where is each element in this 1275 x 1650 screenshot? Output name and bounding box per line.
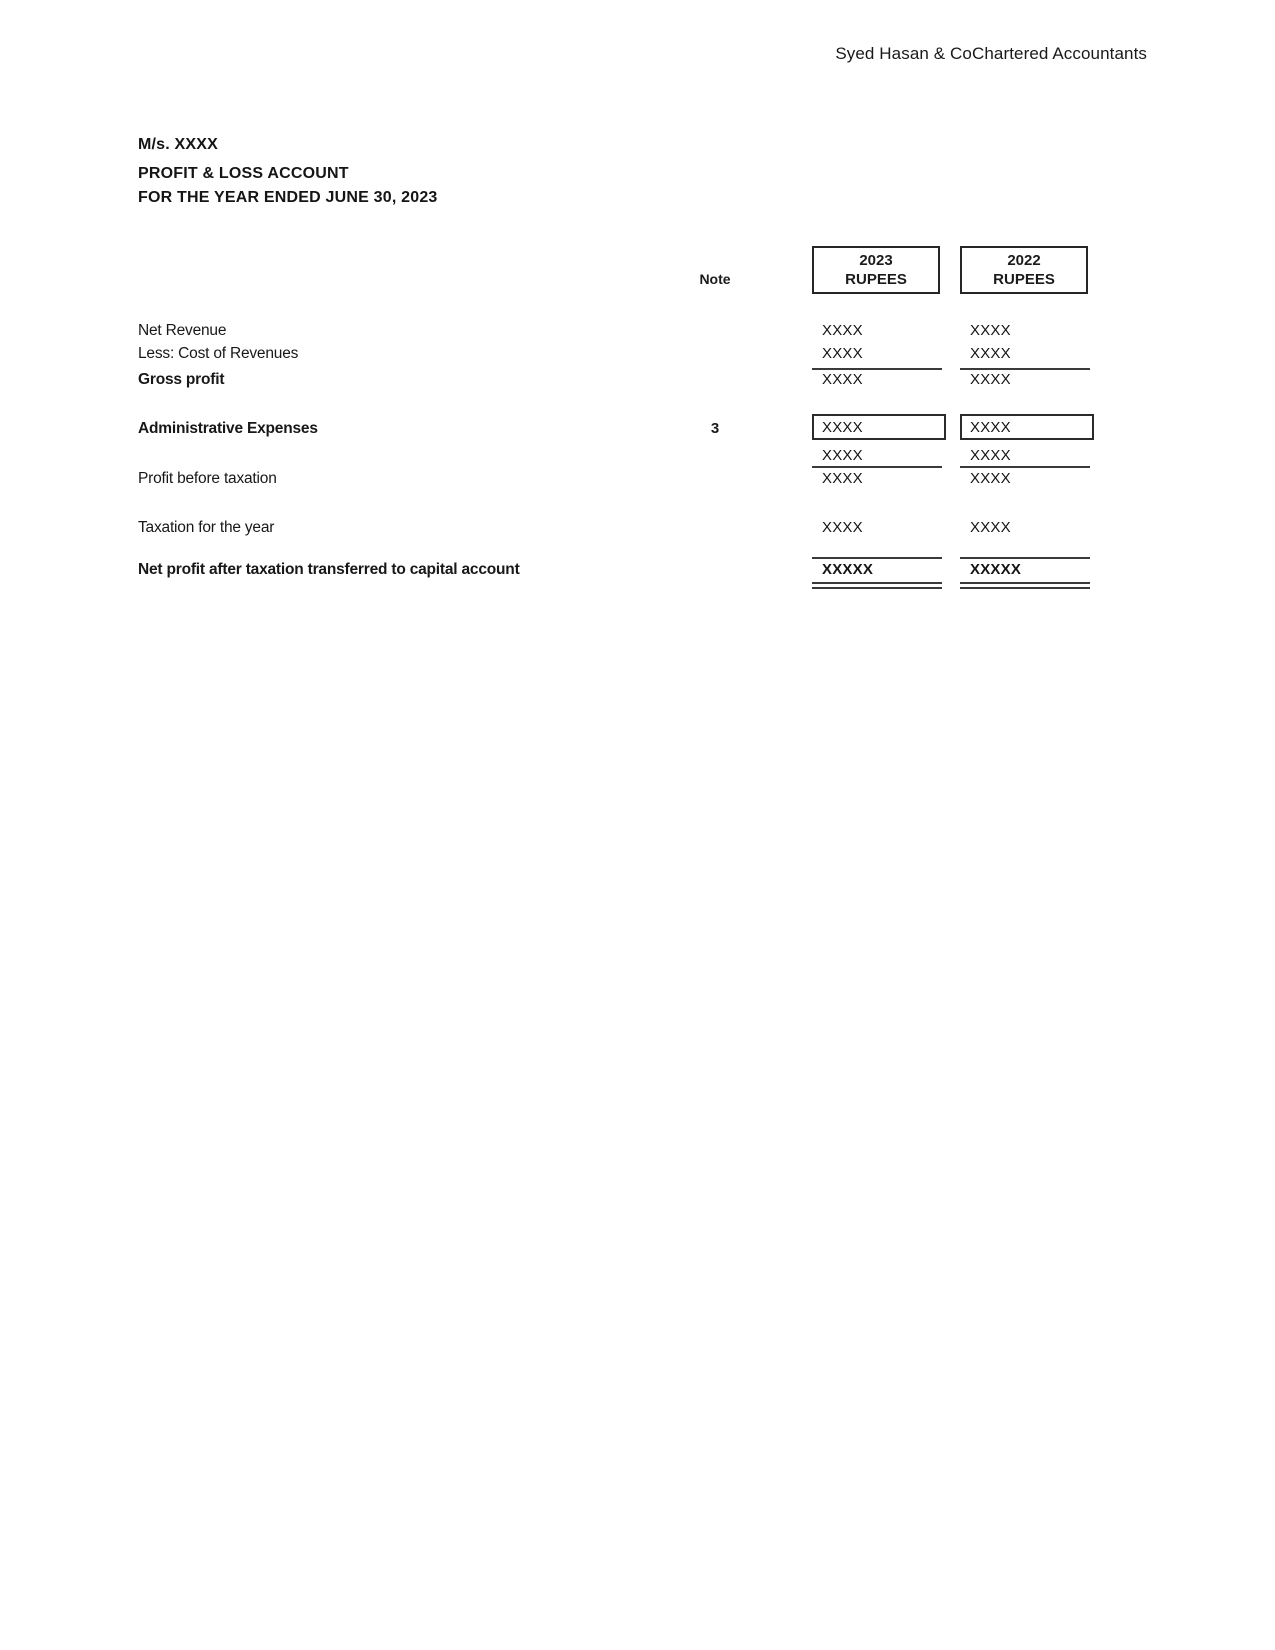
currency-2022-label: RUPEES (993, 271, 1055, 288)
profit-before-taxation-value-2022: XXXX (970, 470, 1011, 487)
net-profit-double-rule-a-2023 (812, 582, 942, 584)
net-profit-value-2023: XXXXX (822, 561, 874, 578)
statement-period: FOR THE YEAR ENDED JUNE 30, 2023 (138, 189, 438, 206)
gross-profit-value-2023: XXXX (822, 371, 863, 388)
total-expenses-value-2023: XXXX (822, 447, 863, 464)
net-profit-double-rule-b-2022 (960, 587, 1090, 589)
year-2023-label: 2023 (859, 252, 893, 269)
column-header-2022 (960, 246, 1088, 294)
subtotal-rule-2023 (812, 368, 942, 370)
taxation-value-2022: XXXX (970, 519, 1011, 536)
profit-before-taxation-value-2023: XXXX (822, 470, 863, 487)
company-name: M/s. XXXX (138, 136, 219, 153)
cost-of-revenues-value-2022: XXXX (970, 345, 1011, 362)
row-label-net-profit: Net profit after taxation transferred to capital account (138, 561, 520, 578)
administrative-expenses-note: 3 (710, 420, 720, 437)
row-label-profit-before-taxation: Profit before taxation (138, 470, 277, 487)
net-profit-value-2022: XXXXX (970, 561, 1022, 578)
total-expenses-value-2022: XXXX (970, 447, 1011, 464)
letterhead-firm-name: Syed Hasan & CoChartered Accountants (835, 44, 1147, 63)
column-header-2023 (812, 246, 940, 294)
gross-profit-value-2022: XXXX (970, 371, 1011, 388)
administrative-expenses-value-2023: XXXX (822, 418, 863, 436)
net-profit-top-rule-2023 (812, 557, 942, 559)
cost-of-revenues-value-2023: XXXX (822, 345, 863, 362)
net-revenue-value-2022: XXXX (970, 322, 1011, 339)
expenses-rule-2022 (960, 466, 1090, 468)
net-profit-top-rule-2022 (960, 557, 1090, 559)
row-label-cost-of-revenues: Less: Cost of Revenues (138, 345, 299, 362)
net-profit-double-rule-a-2022 (960, 582, 1090, 584)
statement-title: PROFIT & LOSS ACCOUNT (138, 165, 349, 182)
expenses-rule-2023 (812, 466, 942, 468)
taxation-value-2023: XXXX (822, 519, 863, 536)
year-2022-label: 2022 (1007, 252, 1041, 269)
row-label-administrative-expenses: Administrative Expenses (138, 420, 318, 437)
note-column-header: Note (699, 271, 731, 287)
net-revenue-value-2023: XXXX (822, 322, 863, 339)
row-label-taxation-for-the-year: Taxation for the year (138, 519, 275, 536)
row-label-net-revenue: Net Revenue (138, 322, 227, 339)
administrative-expenses-box-2022 (960, 414, 1094, 440)
administrative-expenses-box-2023 (812, 414, 946, 440)
administrative-expenses-value-2022: XXXX (970, 418, 1011, 436)
currency-2023-label: RUPEES (845, 271, 907, 288)
net-profit-double-rule-b-2023 (812, 587, 942, 589)
row-label-gross-profit: Gross profit (138, 371, 225, 388)
subtotal-rule-2022 (960, 368, 1090, 370)
